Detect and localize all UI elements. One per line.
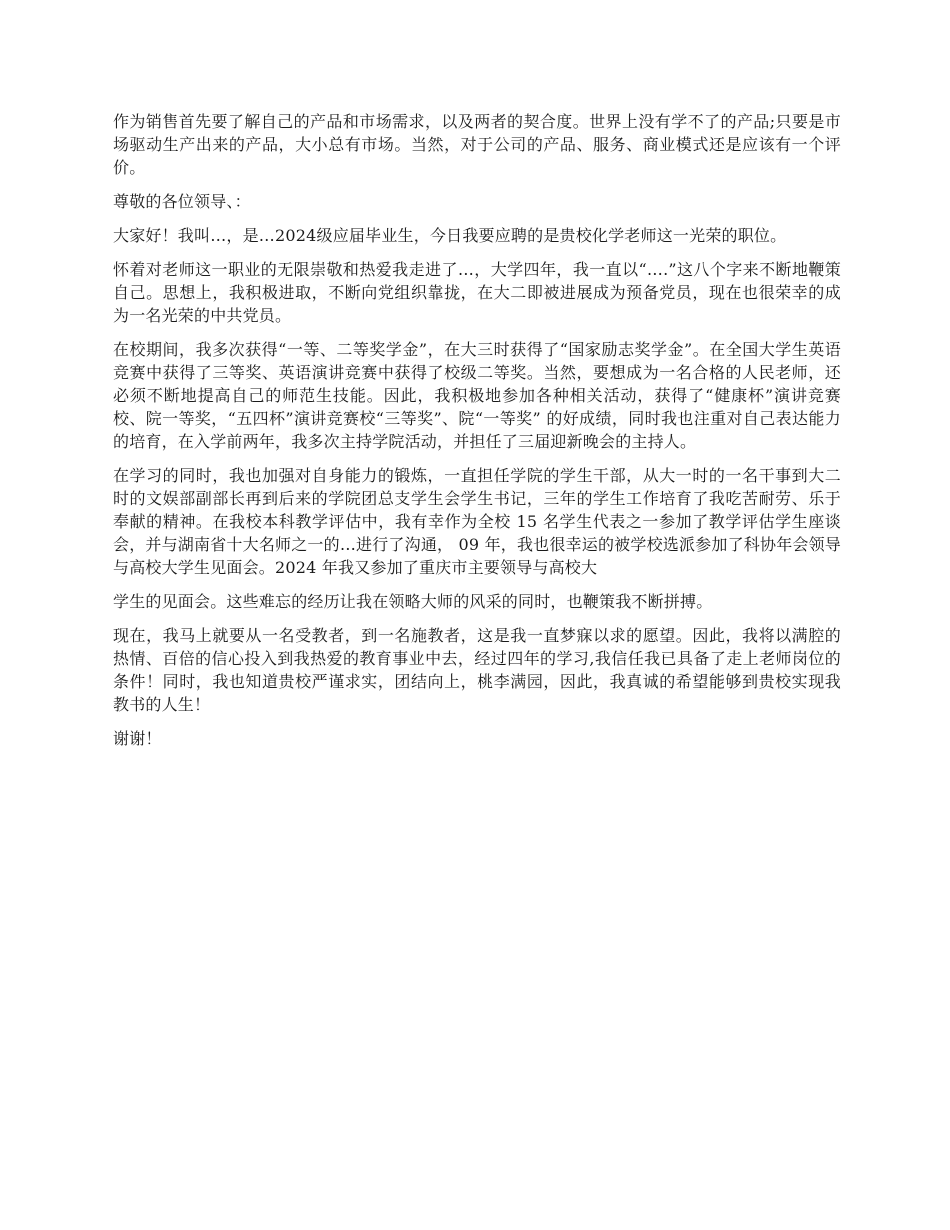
paragraph-aspiration: 现在，我马上就要从一名受教者，到一名施教者，这是我一直梦寐以求的愿望。因此，我将以满腔的热情、百倍的信心投入到我热爱的教育事业中去，经过四年的学习,我信任我已具备了走上老师岗位的条件！同时，我也知道贵校严谨求实，团结向上，桃李满园，因此，我真诚的希望能够到贵校实现我教书的人生！ <box>113 626 841 714</box>
document-body <box>113 110 841 761</box>
paragraph-student-work: 在学习的同时，我也加强对自身能力的锻炼，一直担任学院的学生干部，从大一时的一名干事到大二时的文娱部副部长再到后来的学院团总支学生会学生书记，三年的学生工作培育了我吃苦耐劳、乐于奉献的精神。在我校本科教学评估中，我有幸作为全校 15 名学生代表之一参加了教学评估学生座谈会，并与湖南省十大名师之一的…进行了沟通， 09 年，我也很幸运的被学校选派参加了科协年会领导与高校大学生见面会。2024 年我又参加了重庆市主要领导与高校大 <box>113 466 841 577</box>
paragraph-awards: 在校期间，我多次获得“一等、二等奖学金”，在大三时获得了“国家励志奖学金”。在全国大学生英语竞赛中获得了三等奖、英语演讲竞赛中获得了校级二等奖。当然，要想成为一名合格的人民老师，还必须不断地提高自己的师范生技能。因此，我积极地参加各种相关活动，获得了“健康杯”演讲竞赛校、院一等奖，“五四杯”演讲竞赛校“三等奖”、院“一等奖” 的好成绩，同时我也注重对自己表达能力的培育，在入学前两年，我多次主持学院活动，并担任了三届迎新晚会的主持人。 <box>113 340 841 451</box>
paragraph-product-market: 作为销售首先要了解自己的产品和市场需求，以及两者的契合度。世界上没有学不了的产品;只要是市场驱动生产出来的产品，大小总有市场。当然，对于公司的产品、服务、商业模式还是应该有一个评价。 <box>113 112 841 177</box>
paragraph-salutation: 尊敬的各位领导、： <box>113 192 251 211</box>
paragraph-thanks: 谢谢！ <box>113 729 162 748</box>
paragraph-university-years: 怀着对老师这一职业的无限崇敬和热爱我走进了…，大学四年，我一直以“….”这八个字来不断地鞭策自己。思想上，我积极进取，不断向党组织靠拢，在大二即被进展成为预备党员，现在也很荣幸的成为一名光荣的中共党员。 <box>113 260 841 325</box>
paragraph-greeting: 大家好！我叫…，是…2024级应届毕业生，今日我要应聘的是贵校化学老师这一光荣的职位。 <box>113 226 787 245</box>
paragraph-meeting-continued: 学生的见面会。这些难忘的经历让我在领略大师的风采的同时，也鞭策我不断拼搏。 <box>113 592 713 611</box>
